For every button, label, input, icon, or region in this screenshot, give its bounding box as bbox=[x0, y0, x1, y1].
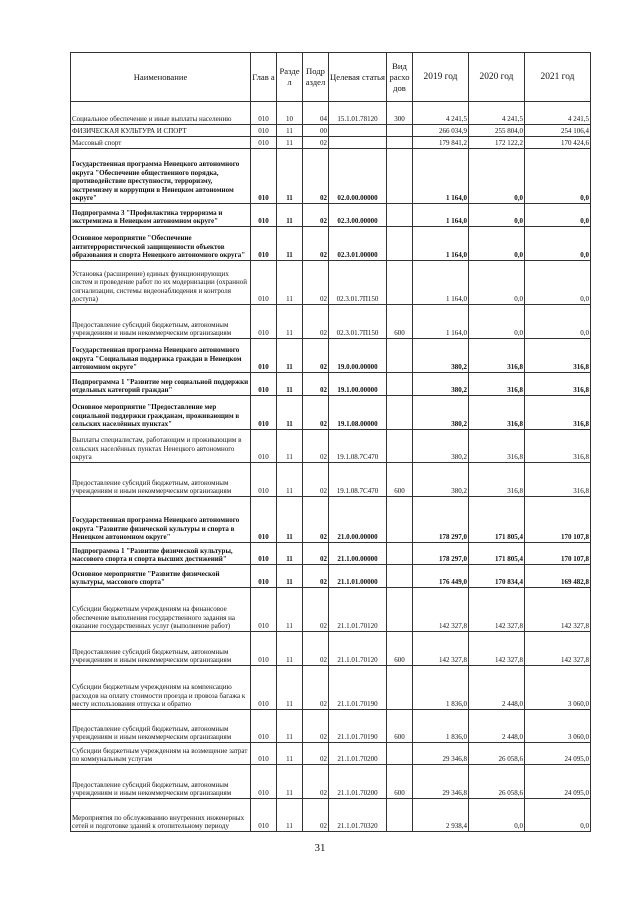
cell-podrazdel: 02 bbox=[303, 137, 329, 149]
cell-glava: 010 bbox=[251, 102, 277, 125]
cell-razdel: 11 bbox=[277, 710, 303, 743]
cell-2019: 1 164,0 bbox=[413, 149, 469, 204]
header-vid: Вид расхо дов bbox=[387, 53, 413, 102]
cell-glava: 010 bbox=[251, 396, 277, 430]
header-glava: Глав а bbox=[251, 53, 277, 102]
cell-glava: 010 bbox=[251, 765, 277, 799]
cell-vid bbox=[387, 149, 413, 204]
cell-2019: 380,2 bbox=[413, 373, 469, 396]
cell-razdel: 11 bbox=[277, 588, 303, 632]
cell-2021: 316,8 bbox=[525, 339, 591, 373]
cell-vid bbox=[387, 799, 413, 832]
cell-vid bbox=[387, 497, 413, 543]
cell-glava: 010 bbox=[251, 339, 277, 373]
cell-2019: 380,2 bbox=[413, 396, 469, 430]
cell-glava: 010 bbox=[251, 497, 277, 543]
table-row bbox=[71, 799, 591, 832]
cell-2020: 0,0 bbox=[469, 204, 525, 227]
cell-vid bbox=[387, 565, 413, 588]
cell-vid: 600 bbox=[387, 305, 413, 339]
cell-2020: 171 805,4 bbox=[469, 543, 525, 565]
cell-glava: 010 bbox=[251, 430, 277, 463]
table-row bbox=[71, 373, 591, 396]
header-2019: 2019 год bbox=[413, 53, 469, 102]
cell-2019: 266 034,9 bbox=[413, 125, 469, 137]
table-row bbox=[71, 565, 591, 588]
cell-razdel: 11 bbox=[277, 305, 303, 339]
cell-razdel: 11 bbox=[277, 204, 303, 227]
cell-name: Подпрограмма 1 "Развитие физической культуры, массового спорта и спорта высших достижений" bbox=[71, 543, 251, 565]
cell-glava: 010 bbox=[251, 305, 277, 339]
cell-name: Основное мероприятие "Предоставление мер социальной поддержки гражданам, проживающим в сельских населённых пунктах" bbox=[71, 396, 251, 430]
cell-2021: 142 327,8 bbox=[525, 632, 591, 666]
cell-2021: 142 327,8 bbox=[525, 588, 591, 632]
table-row bbox=[71, 743, 591, 765]
budget-table bbox=[70, 52, 591, 832]
cell-2021: 170 107,8 bbox=[525, 543, 591, 565]
cell-glava: 010 bbox=[251, 261, 277, 305]
cell-glava: 010 bbox=[251, 543, 277, 565]
cell-name: Подпрограмма 1 "Развитие мер социальной поддержки отдельных категорий граждан" bbox=[71, 373, 251, 396]
cell-vid: 600 bbox=[387, 710, 413, 743]
cell-2019: 380,2 bbox=[413, 463, 469, 497]
cell-name: Предоставление субсидий бюджетным, автономным учреждениям и иным некоммерческим организациям bbox=[71, 463, 251, 497]
cell-podrazdel: 02 bbox=[303, 666, 329, 710]
cell-2019: 142 327,8 bbox=[413, 588, 469, 632]
cell-2020: 26 058,6 bbox=[469, 743, 525, 765]
cell-2021: 4 241,5 bbox=[525, 102, 591, 125]
cell-2021: 3 060,0 bbox=[525, 710, 591, 743]
cell-target: 21.1.01.70190 bbox=[329, 710, 387, 743]
cell-glava: 010 bbox=[251, 632, 277, 666]
cell-2019: 380,2 bbox=[413, 339, 469, 373]
cell-2020: 0,0 bbox=[469, 305, 525, 339]
cell-vid bbox=[387, 430, 413, 463]
cell-2021: 316,8 bbox=[525, 396, 591, 430]
cell-2019: 1 164,0 bbox=[413, 261, 469, 305]
cell-2019: 1 164,0 bbox=[413, 305, 469, 339]
cell-2019: 178 297,0 bbox=[413, 497, 469, 543]
cell-vid: 600 bbox=[387, 632, 413, 666]
cell-podrazdel: 02 bbox=[303, 227, 329, 261]
cell-vid: 600 bbox=[387, 463, 413, 497]
cell-podrazdel: 02 bbox=[303, 588, 329, 632]
cell-glava: 010 bbox=[251, 137, 277, 149]
cell-2019: 1 164,0 bbox=[413, 204, 469, 227]
header-target: Целевая статья bbox=[329, 53, 387, 102]
cell-razdel: 11 bbox=[277, 765, 303, 799]
cell-vid bbox=[387, 743, 413, 765]
cell-name: Установка (расширение) единых функционирующих систем и проведение работ по их модернизации (охранной сигнализации, системы видеонаблюдения и контроля доступа) bbox=[71, 261, 251, 305]
table-row bbox=[71, 588, 591, 632]
cell-target: 21.1.01.70120 bbox=[329, 632, 387, 666]
table-row bbox=[71, 102, 591, 125]
cell-target: 21.1.01.70120 bbox=[329, 588, 387, 632]
cell-2019: 2 938,4 bbox=[413, 799, 469, 832]
header-2020: 2020 год bbox=[469, 53, 525, 102]
cell-podrazdel: 02 bbox=[303, 204, 329, 227]
cell-razdel: 11 bbox=[277, 149, 303, 204]
cell-razdel: 11 bbox=[277, 565, 303, 588]
cell-2019: 1 164,0 bbox=[413, 227, 469, 261]
cell-glava: 010 bbox=[251, 373, 277, 396]
cell-podrazdel: 02 bbox=[303, 373, 329, 396]
cell-2021: 0,0 bbox=[525, 204, 591, 227]
table-row bbox=[71, 463, 591, 497]
table-row bbox=[71, 430, 591, 463]
cell-2020: 316,8 bbox=[469, 339, 525, 373]
cell-2020: 171 805,4 bbox=[469, 497, 525, 543]
cell-vid bbox=[387, 543, 413, 565]
table-row bbox=[71, 204, 591, 227]
cell-name: Государственная программа Ненецкого автономного округа "Обеспечение общественного порядка, противодействие преступности, терроризму, экстремизму и коррупции в Ненецком автономном округе" bbox=[71, 149, 251, 204]
cell-razdel: 11 bbox=[277, 463, 303, 497]
cell-glava: 010 bbox=[251, 743, 277, 765]
table-row bbox=[71, 666, 591, 710]
table-row bbox=[71, 305, 591, 339]
cell-podrazdel: 02 bbox=[303, 497, 329, 543]
cell-podrazdel: 02 bbox=[303, 149, 329, 204]
cell-target: 21.1.01.00000 bbox=[329, 565, 387, 588]
cell-razdel: 10 bbox=[277, 102, 303, 125]
cell-podrazdel: 02 bbox=[303, 565, 329, 588]
cell-name: Государственная программа Ненецкого автономного округа "Социальная поддержка граждан в Ненецком автономном округе" bbox=[71, 339, 251, 373]
cell-2019: 1 836,0 bbox=[413, 666, 469, 710]
cell-name: ФИЗИЧЕСКАЯ КУЛЬТУРА И СПОРТ bbox=[71, 125, 251, 137]
cell-2021: 316,8 bbox=[525, 373, 591, 396]
header-2021: 2021 год bbox=[525, 53, 591, 102]
cell-target: 19.0.00.00000 bbox=[329, 339, 387, 373]
cell-2019: 176 449,0 bbox=[413, 565, 469, 588]
cell-razdel: 11 bbox=[277, 227, 303, 261]
table-row bbox=[71, 137, 591, 149]
cell-razdel: 11 bbox=[277, 497, 303, 543]
cell-target: 02.3.00.00000 bbox=[329, 204, 387, 227]
table-row bbox=[71, 765, 591, 799]
cell-podrazdel: 02 bbox=[303, 743, 329, 765]
cell-target: 21.1.00.00000 bbox=[329, 543, 387, 565]
table-row bbox=[71, 227, 591, 261]
cell-target: 02.0.00.00000 bbox=[329, 149, 387, 204]
cell-razdel: 11 bbox=[277, 339, 303, 373]
cell-podrazdel: 02 bbox=[303, 305, 329, 339]
cell-2021: 316,8 bbox=[525, 430, 591, 463]
table-row bbox=[71, 497, 591, 543]
cell-2020: 0,0 bbox=[469, 261, 525, 305]
cell-razdel: 11 bbox=[277, 799, 303, 832]
cell-podrazdel: 00 bbox=[303, 125, 329, 137]
cell-2021: 316,8 bbox=[525, 463, 591, 497]
cell-razdel: 11 bbox=[277, 543, 303, 565]
cell-target: 19.1.08.7С470 bbox=[329, 463, 387, 497]
cell-podrazdel: 02 bbox=[303, 396, 329, 430]
cell-vid bbox=[387, 666, 413, 710]
cell-2021: 0,0 bbox=[525, 149, 591, 204]
cell-podrazdel: 02 bbox=[303, 632, 329, 666]
cell-2021: 169 482,8 bbox=[525, 565, 591, 588]
cell-target: 02.3.01.7П150 bbox=[329, 261, 387, 305]
cell-vid bbox=[387, 588, 413, 632]
cell-2020: 26 058,6 bbox=[469, 765, 525, 799]
table-row bbox=[71, 632, 591, 666]
table-row bbox=[71, 261, 591, 305]
cell-razdel: 11 bbox=[277, 666, 303, 710]
header-podrazdel: Подр аздел bbox=[303, 53, 329, 102]
cell-glava: 010 bbox=[251, 125, 277, 137]
cell-2020: 316,8 bbox=[469, 430, 525, 463]
cell-podrazdel: 02 bbox=[303, 339, 329, 373]
table-row bbox=[71, 543, 591, 565]
cell-target: 19.1.08.7С470 bbox=[329, 430, 387, 463]
cell-2020: 0,0 bbox=[469, 799, 525, 832]
header-razdel: Разде л bbox=[277, 53, 303, 102]
cell-vid bbox=[387, 339, 413, 373]
cell-podrazdel: 02 bbox=[303, 463, 329, 497]
table-row bbox=[71, 396, 591, 430]
cell-razdel: 11 bbox=[277, 430, 303, 463]
cell-2020: 142 327,8 bbox=[469, 632, 525, 666]
header-name: Наименование bbox=[71, 53, 251, 102]
cell-target: 15.1.01.78120 bbox=[329, 102, 387, 125]
cell-vid bbox=[387, 227, 413, 261]
cell-2019: 380,2 bbox=[413, 430, 469, 463]
cell-2021: 24 095,0 bbox=[525, 743, 591, 765]
cell-podrazdel: 02 bbox=[303, 710, 329, 743]
cell-2019: 29 346,8 bbox=[413, 765, 469, 799]
cell-target: 21.1.01.70200 bbox=[329, 765, 387, 799]
cell-name: Предоставление субсидий бюджетным, автономным учреждениям и иным некоммерческим организациям bbox=[71, 765, 251, 799]
cell-vid bbox=[387, 373, 413, 396]
cell-glava: 010 bbox=[251, 588, 277, 632]
cell-name: Предоставление субсидий бюджетным, автономным учреждениям и иным некоммерческим организациям bbox=[71, 305, 251, 339]
cell-2021: 254 106,4 bbox=[525, 125, 591, 137]
cell-vid bbox=[387, 204, 413, 227]
cell-glava: 010 bbox=[251, 666, 277, 710]
cell-2019: 4 241,5 bbox=[413, 102, 469, 125]
cell-glava: 010 bbox=[251, 227, 277, 261]
table-row bbox=[71, 339, 591, 373]
cell-podrazdel: 02 bbox=[303, 765, 329, 799]
cell-glava: 010 bbox=[251, 710, 277, 743]
cell-podrazdel: 02 bbox=[303, 543, 329, 565]
cell-2021: 3 060,0 bbox=[525, 666, 591, 710]
cell-name: Мероприятия по обслуживанию внутренних инженерных сетей и подготовке зданий к отопительному периоду bbox=[71, 799, 251, 832]
cell-2020: 0,0 bbox=[469, 149, 525, 204]
cell-name: Предоставление субсидий бюджетным, автономным учреждениям и иным некоммерческим организациям bbox=[71, 710, 251, 743]
cell-name: Социальное обеспечение и иные выплаты населению bbox=[71, 102, 251, 125]
cell-glava: 010 bbox=[251, 463, 277, 497]
cell-target: 19.1.00.00000 bbox=[329, 373, 387, 396]
cell-name: Субсидии бюджетным учреждениям на возмещение затрат по коммунальным услугам bbox=[71, 743, 251, 765]
cell-2021: 170 107,8 bbox=[525, 497, 591, 543]
cell-razdel: 11 bbox=[277, 137, 303, 149]
cell-razdel: 11 bbox=[277, 125, 303, 137]
cell-2020: 2 448,0 bbox=[469, 666, 525, 710]
cell-vid bbox=[387, 396, 413, 430]
cell-razdel: 11 bbox=[277, 261, 303, 305]
cell-target: 02.3.01.7П150 bbox=[329, 305, 387, 339]
cell-name: Субсидии бюджетным учреждениям на финансовое обеспечение выполнения государственного задания на оказание государственных услуг (выполнение работ) bbox=[71, 588, 251, 632]
cell-name: Предоставление субсидий бюджетным, автономным учреждениям и иным некоммерческим организациям bbox=[71, 632, 251, 666]
cell-target: 21.1.01.70190 bbox=[329, 666, 387, 710]
cell-2020: 4 241,5 bbox=[469, 102, 525, 125]
cell-podrazdel: 02 bbox=[303, 799, 329, 832]
cell-razdel: 11 bbox=[277, 396, 303, 430]
cell-2020: 142 327,8 bbox=[469, 588, 525, 632]
cell-name: Выплаты специалистам, работающим и проживающим в сельских населённых пунктах Ненецкого автономного округа bbox=[71, 430, 251, 463]
cell-2020: 255 804,0 bbox=[469, 125, 525, 137]
table-body bbox=[71, 102, 591, 832]
cell-glava: 010 bbox=[251, 565, 277, 588]
cell-name: Массовый спорт bbox=[71, 137, 251, 149]
table-row bbox=[71, 125, 591, 137]
cell-podrazdel: 02 bbox=[303, 430, 329, 463]
cell-2021: 170 424,6 bbox=[525, 137, 591, 149]
cell-vid: 600 bbox=[387, 765, 413, 799]
cell-vid bbox=[387, 261, 413, 305]
cell-2019: 1 836,0 bbox=[413, 710, 469, 743]
cell-name: Подпрограмма 3 "Профилактика терроризма и экстремизма в Ненецком автономном округе" bbox=[71, 204, 251, 227]
cell-glava: 010 bbox=[251, 149, 277, 204]
cell-2019: 142 327,8 bbox=[413, 632, 469, 666]
cell-razdel: 11 bbox=[277, 632, 303, 666]
cell-target bbox=[329, 125, 387, 137]
cell-vid: 300 bbox=[387, 102, 413, 125]
cell-vid bbox=[387, 137, 413, 149]
cell-name: Основное мероприятие "Обеспечение антитеррористической защищенности объектов образования и спорта Ненецкого автономного округа" bbox=[71, 227, 251, 261]
table-row bbox=[71, 710, 591, 743]
cell-2021: 0,0 bbox=[525, 227, 591, 261]
header-row bbox=[71, 53, 591, 102]
cell-2021: 24 095,0 bbox=[525, 765, 591, 799]
cell-target bbox=[329, 137, 387, 149]
cell-2019: 179 841,2 bbox=[413, 137, 469, 149]
cell-2020: 170 834,4 bbox=[469, 565, 525, 588]
cell-2020: 172 122,2 bbox=[469, 137, 525, 149]
cell-razdel: 11 bbox=[277, 373, 303, 396]
cell-2019: 178 297,0 bbox=[413, 543, 469, 565]
cell-target: 19.1.08.00000 bbox=[329, 396, 387, 430]
cell-2020: 316,8 bbox=[469, 463, 525, 497]
cell-2020: 316,8 bbox=[469, 396, 525, 430]
cell-target: 02.3.01.00000 bbox=[329, 227, 387, 261]
cell-2021: 0,0 bbox=[525, 799, 591, 832]
cell-name: Основное мероприятие "Развитие физической культуры, массового спорта" bbox=[71, 565, 251, 588]
cell-podrazdel: 02 bbox=[303, 261, 329, 305]
cell-2021: 0,0 bbox=[525, 261, 591, 305]
cell-glava: 010 bbox=[251, 204, 277, 227]
cell-glava: 010 bbox=[251, 799, 277, 832]
cell-2019: 29 346,8 bbox=[413, 743, 469, 765]
cell-2021: 0,0 bbox=[525, 305, 591, 339]
cell-2020: 0,0 bbox=[469, 227, 525, 261]
cell-2020: 2 448,0 bbox=[469, 710, 525, 743]
cell-target: 21.1.01.70320 bbox=[329, 799, 387, 832]
cell-razdel: 11 bbox=[277, 743, 303, 765]
cell-name: Субсидии бюджетным учреждениям на компенсацию расходов на оплату стоимости проезда и провоза багажа к месту использования отпуска и обратно bbox=[71, 666, 251, 710]
cell-vid bbox=[387, 125, 413, 137]
page-number: 31 bbox=[314, 842, 326, 854]
cell-name: Государственная программа Ненецкого автономного округа "Развитие физической культуры и спорта в Ненецком автономном округе" bbox=[71, 497, 251, 543]
cell-target: 21.1.01.70200 bbox=[329, 743, 387, 765]
table-row bbox=[71, 149, 591, 204]
cell-2020: 316,8 bbox=[469, 373, 525, 396]
cell-target: 21.0.00.00000 bbox=[329, 497, 387, 543]
cell-podrazdel: 04 bbox=[303, 102, 329, 125]
